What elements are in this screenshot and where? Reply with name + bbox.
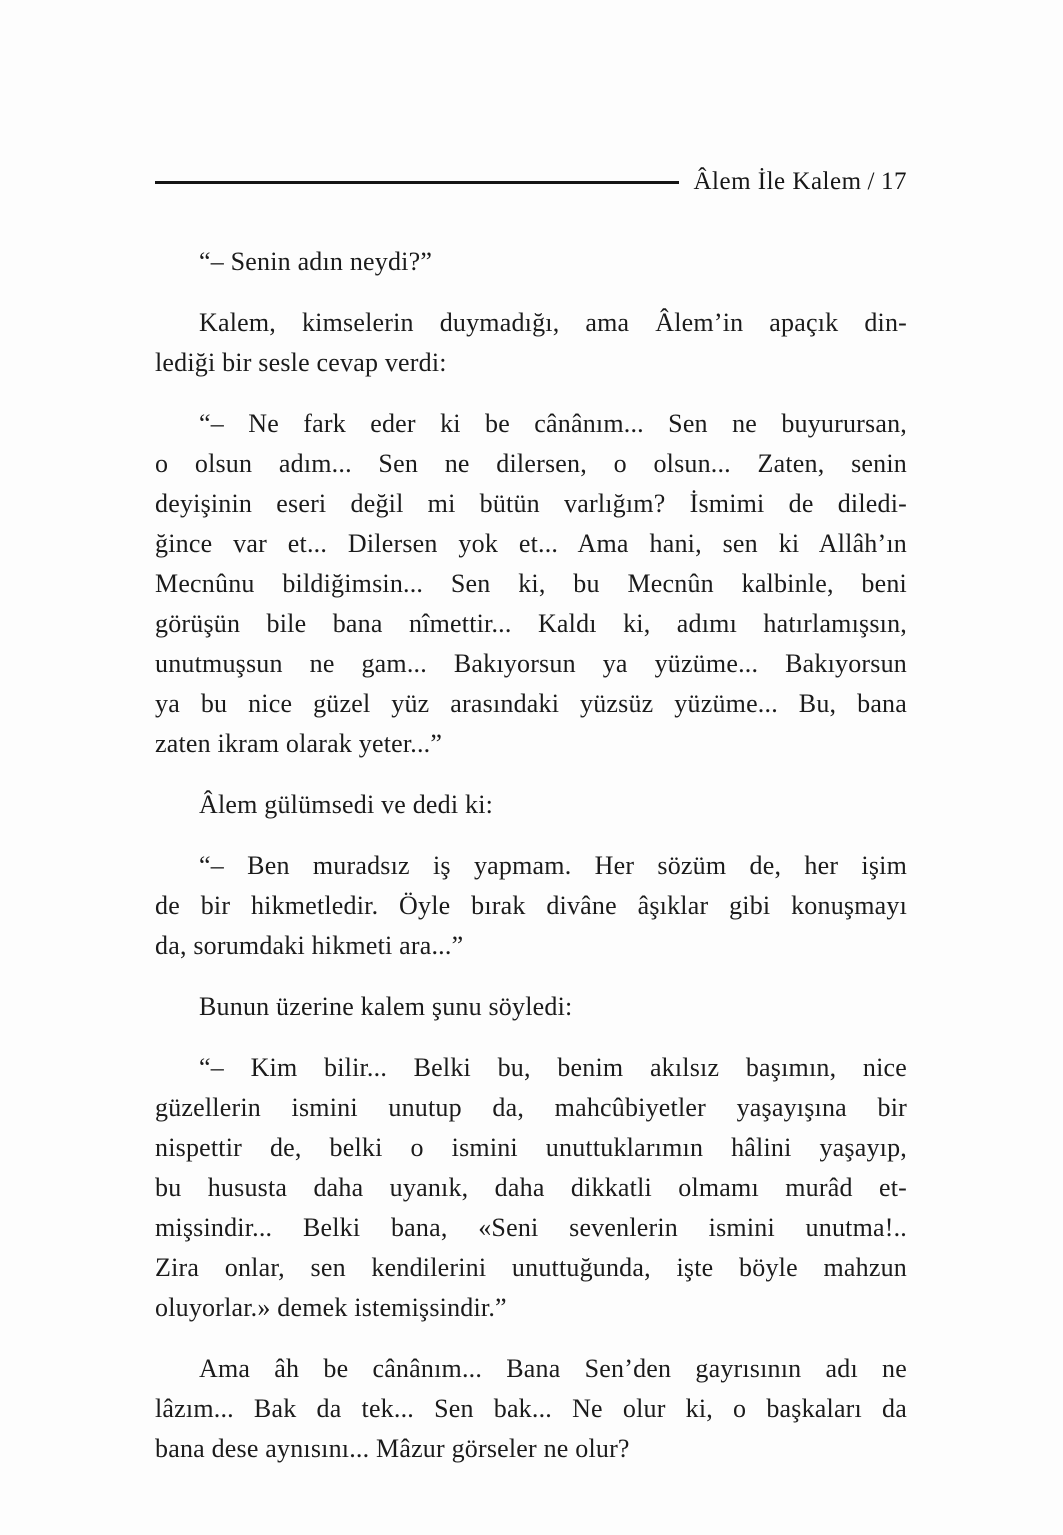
paragraph <box>155 242 907 282</box>
text-line: da, sorumdaki hikmeti ara...” <box>155 931 464 960</box>
text-line: nispettir de, belki o ismini unuttuklarımın hâlini yaşayıp, <box>155 1133 907 1162</box>
book-title: Âlem İle Kalem <box>693 168 862 195</box>
text-line: güzellerin ismini unutup da, mahcûbiyetler yaşayışına bir <box>155 1093 907 1122</box>
paragraph <box>155 1048 907 1328</box>
text-line: “– Ne fark eder ki be cânânım... Sen ne buyurursan, <box>199 409 907 438</box>
text-line: “– Kim bilir... Belki bu, benim akılsız başımın, nice <box>199 1053 907 1082</box>
text-line: ğince var et... Dilersen yok et... Ama hani, sen ki Allâh’ın <box>155 529 907 558</box>
paragraph <box>155 404 907 764</box>
text-line: “– Ben muradsız iş yapmam. Her sözüm de, her işim <box>199 851 907 880</box>
paragraph <box>155 1349 907 1469</box>
header-rule <box>155 181 679 184</box>
text-line: “– Senin adın neydi?” <box>199 247 433 276</box>
text-line: de bir hikmetledir. Öyle bırak divâne âşıklar gibi konuşmayı <box>155 891 907 920</box>
text-line: bu hususta daha uyanık, daha dikkatli olmamı murâd et- <box>155 1173 907 1202</box>
running-header <box>155 168 907 196</box>
paragraph <box>155 303 907 383</box>
text-line: görüşün bile bana nîmettir... Kaldı ki, adımı hatırlamışsın, <box>155 609 907 638</box>
text-line: mişsindir... Belki bana, «Seni sevenlerin ismini unutma!.. <box>155 1213 907 1242</box>
paragraph <box>155 987 907 1027</box>
header-separator: / <box>867 168 875 195</box>
text-line: Ama âh be cânânım... Bana Sen’den gayrısının adı ne <box>199 1354 907 1383</box>
header-title <box>693 168 907 196</box>
text-line: Kalem, kimselerin duymadığı, ama Âlem’in apaçık din- <box>199 308 907 337</box>
paragraph <box>155 785 907 825</box>
paragraph <box>155 846 907 966</box>
text-line: o olsun adım... Sen ne dilersen, o olsun... Zaten, senin <box>155 449 907 478</box>
page-number: 17 <box>881 168 907 195</box>
text-line: bana dese aynısını... Mâzur görseler ne olur? <box>155 1434 630 1463</box>
text-line: Zira onlar, sen kendilerini unuttuğunda, işte böyle mahzun <box>155 1253 907 1282</box>
text-line: Mecnûnu bildiğimsin... Sen ki, bu Mecnûn kalbinle, beni <box>155 569 907 598</box>
text-line: ya bu nice güzel yüz arasındaki yüzsüz yüzüme... Bu, bana <box>155 689 907 718</box>
text-line: lâzım... Bak da tek... Sen bak... Ne olur ki, o başkaları da <box>155 1394 907 1423</box>
text-line: zaten ikram olarak yeter...” <box>155 729 443 758</box>
text-line: Âlem gülümsedi ve dedi ki: <box>199 790 494 819</box>
text-line: lediği bir sesle cevap verdi: <box>155 348 447 377</box>
text-line: deyişinin eseri değil mi bütün varlığım? İsmimi de diledi- <box>155 489 907 518</box>
text-line: oluyorlar.» demek istemişsindir.” <box>155 1293 507 1322</box>
text-line: unutmuşsun ne gam... Bakıyorsun ya yüzüme... Bakıyorsun <box>155 649 907 678</box>
text-line: Bunun üzerine kalem şunu söyledi: <box>199 992 573 1021</box>
page-body <box>155 242 907 1490</box>
